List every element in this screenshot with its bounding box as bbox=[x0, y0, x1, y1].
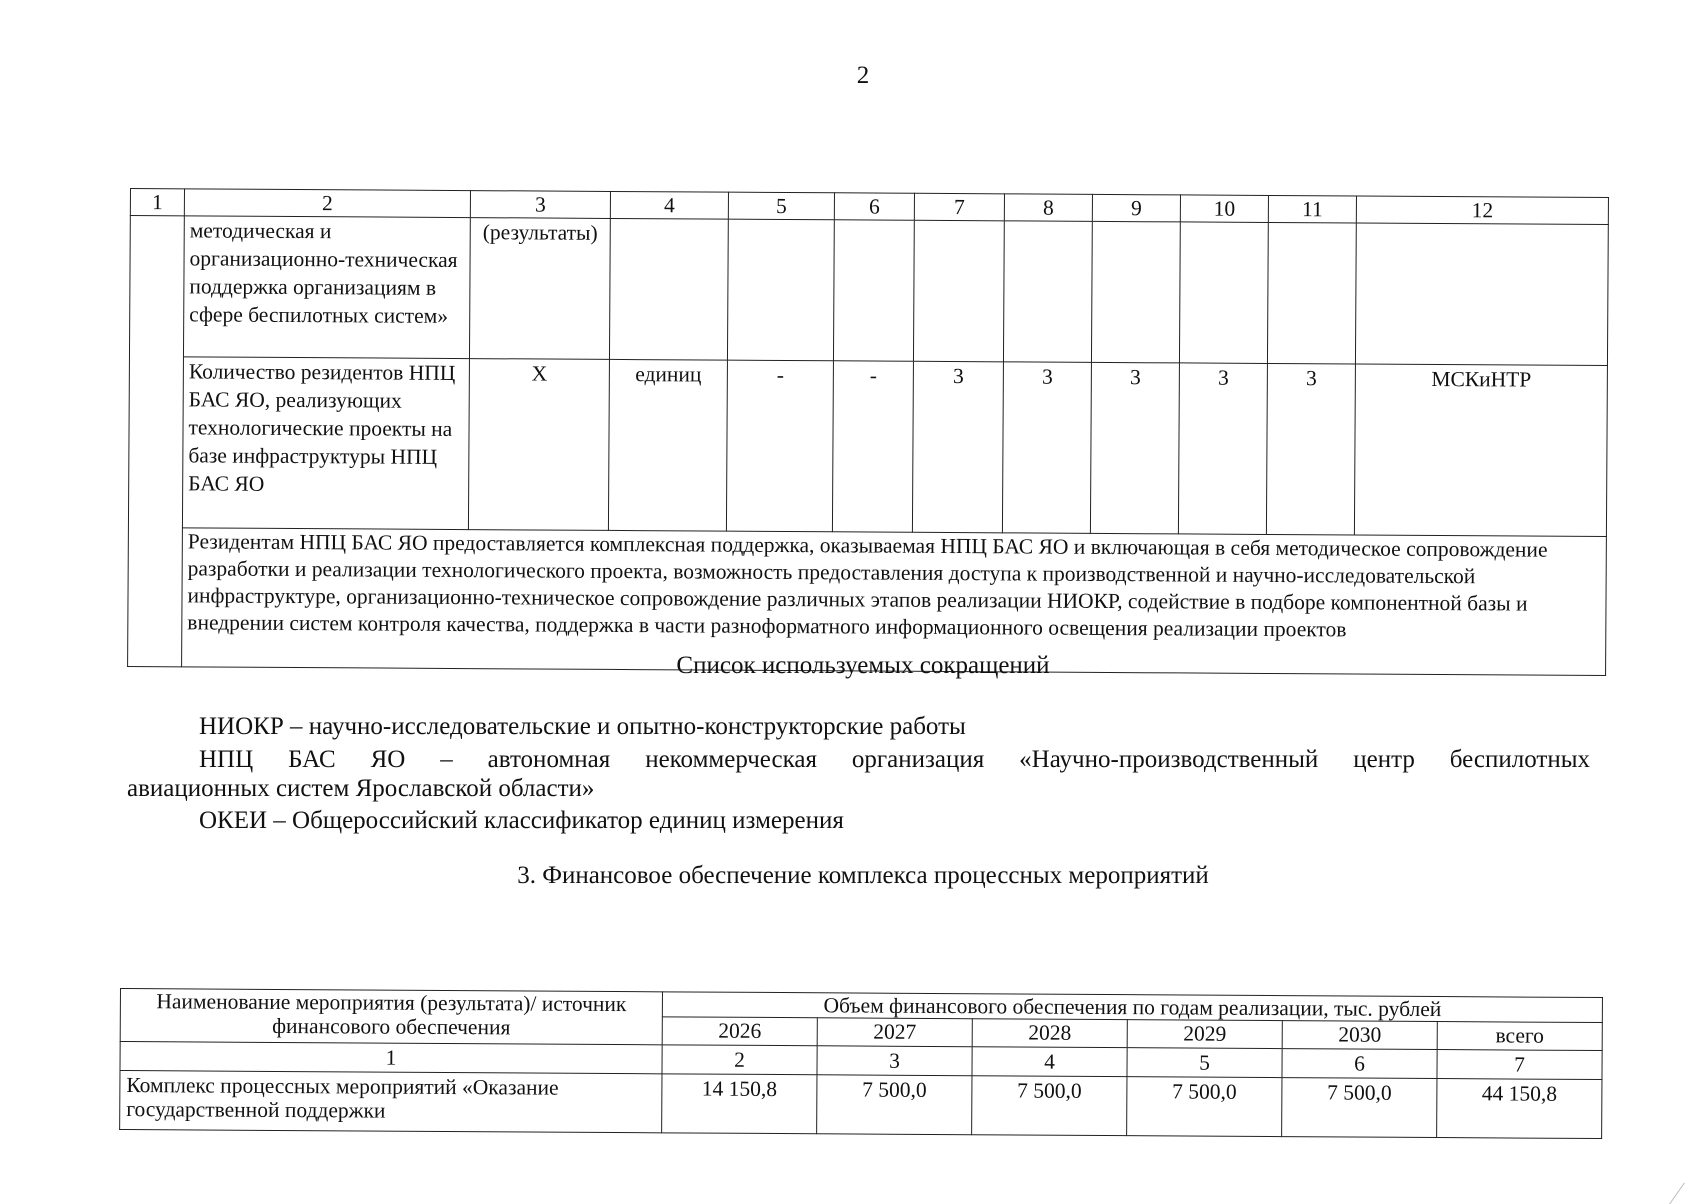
cell: 3 bbox=[1002, 362, 1091, 534]
page-number: 2 bbox=[856, 62, 870, 89]
column-number: 2 bbox=[662, 1045, 817, 1075]
column-number: 3 bbox=[470, 191, 610, 219]
column-number: 5 bbox=[728, 192, 834, 220]
abbreviation-niokr: НИОКР – научно-исследовательские и опытно-конструкторские работы bbox=[199, 713, 966, 740]
financing-table bbox=[119, 988, 1603, 1139]
cell: (результаты) bbox=[469, 218, 610, 360]
indicators-table bbox=[127, 188, 1609, 676]
column-number: 4 bbox=[610, 191, 728, 219]
column-number: 6 bbox=[834, 193, 914, 220]
column-number: 3 bbox=[817, 1046, 972, 1076]
responsible-cell: МСКиНТР bbox=[1354, 364, 1607, 537]
column-number: 4 bbox=[972, 1047, 1127, 1077]
unit-cell: единиц bbox=[608, 359, 727, 531]
column-number: 7 bbox=[1437, 1050, 1602, 1080]
cell bbox=[913, 220, 1004, 362]
table-row bbox=[129, 216, 1608, 366]
activity-name-cell: Комплекс процессных мероприятий «Оказание государственной поддержки bbox=[120, 1071, 662, 1133]
cell: Х bbox=[468, 359, 609, 531]
value-cell: 7 500,0 bbox=[817, 1075, 972, 1135]
value-cell: 7 500,0 bbox=[1127, 1077, 1282, 1137]
table-row bbox=[128, 356, 1607, 536]
volume-header: Объем финансового обеспечения по годам реализации, тыс. рублей bbox=[662, 992, 1602, 1023]
name-column-header: Наименование мероприятия (результата)/ источник финансового обеспечения bbox=[120, 989, 662, 1045]
year-header: 2028 bbox=[972, 1019, 1127, 1048]
year-header: 2027 bbox=[817, 1018, 972, 1047]
abbreviation-npc-line1: НПЦ БАС ЯО – автономная некоммерческая организация «Научно-производственный центр беспилотных bbox=[199, 746, 1590, 773]
column-number: 8 bbox=[1004, 194, 1092, 222]
column-number: 7 bbox=[914, 193, 1004, 221]
cell bbox=[1267, 222, 1356, 364]
cell: 3 bbox=[912, 361, 1003, 533]
column-number: 11 bbox=[1268, 195, 1356, 223]
column-number: 10 bbox=[1180, 195, 1268, 223]
row-number-cell bbox=[128, 216, 185, 667]
total-value-cell: 44 150,8 bbox=[1437, 1079, 1602, 1139]
year-header: 2026 bbox=[662, 1017, 817, 1046]
cell: - bbox=[832, 361, 913, 532]
description-cell: Резидентам НПЦ БАС ЯО предоставляется комплексная поддержка, оказываемая НПЦ БАС ЯО и включающая в себя методическое сопровождение разработки и реализации технологического проекта, возможность предоставления доступа к производственной и научно-исследовательской инфраструктуре, организационно-техническое сопровождение различных этапов реализации НИОКР, содействие в подборе компонентной базы и внедрении систем контроля качества, поддержка в части разноформатного информационного освещения реализации проектов bbox=[182, 528, 1607, 676]
value-cell: 7 500,0 bbox=[1282, 1078, 1437, 1138]
cell bbox=[727, 219, 834, 361]
cell bbox=[1355, 223, 1608, 366]
abbreviations-title: Список используемых сокращений bbox=[676, 652, 1050, 679]
table-header-row bbox=[120, 989, 1602, 1023]
cell bbox=[1091, 221, 1180, 363]
cell: 3 bbox=[1266, 363, 1355, 535]
section-title: 3. Финансовое обеспечение комплекса процессных мероприятий bbox=[517, 862, 1209, 889]
indicator-name-cell: методическая и организационно-техническая поддержка организациям в сфере беспилотных систем» bbox=[183, 216, 470, 359]
abbreviation-okei: ОКЕИ – Общероссийский классификатор единиц измерения bbox=[199, 807, 844, 834]
cell bbox=[1003, 221, 1092, 363]
table-row bbox=[120, 1071, 1602, 1139]
column-number: 1 bbox=[130, 189, 184, 216]
year-header: 2029 bbox=[1127, 1020, 1282, 1049]
abbreviation-npc-line2: авиационных систем Ярославской области» bbox=[127, 775, 595, 802]
value-cell: 14 150,8 bbox=[662, 1074, 817, 1134]
column-number: 5 bbox=[1127, 1048, 1282, 1078]
column-number: 2 bbox=[184, 189, 470, 218]
column-number: 9 bbox=[1092, 194, 1180, 222]
scan-mark bbox=[1669, 1183, 1685, 1204]
cell: 3 bbox=[1178, 363, 1267, 535]
indicator-name-cell: Количество резидентов НПЦ БАС ЯО, реализующих технологические проекты на базе инфраструктуры НПЦ БАС ЯО bbox=[182, 357, 469, 530]
cell bbox=[833, 220, 914, 361]
cell bbox=[609, 218, 728, 360]
cell: 3 bbox=[1090, 362, 1179, 534]
column-number: 1 bbox=[120, 1042, 662, 1074]
cell: - bbox=[726, 360, 833, 532]
total-header: всего bbox=[1437, 1022, 1602, 1051]
cell bbox=[1179, 222, 1268, 364]
column-number: 12 bbox=[1356, 196, 1608, 225]
year-header: 2030 bbox=[1282, 1021, 1437, 1050]
column-number: 6 bbox=[1282, 1049, 1437, 1079]
value-cell: 7 500,0 bbox=[972, 1076, 1127, 1136]
